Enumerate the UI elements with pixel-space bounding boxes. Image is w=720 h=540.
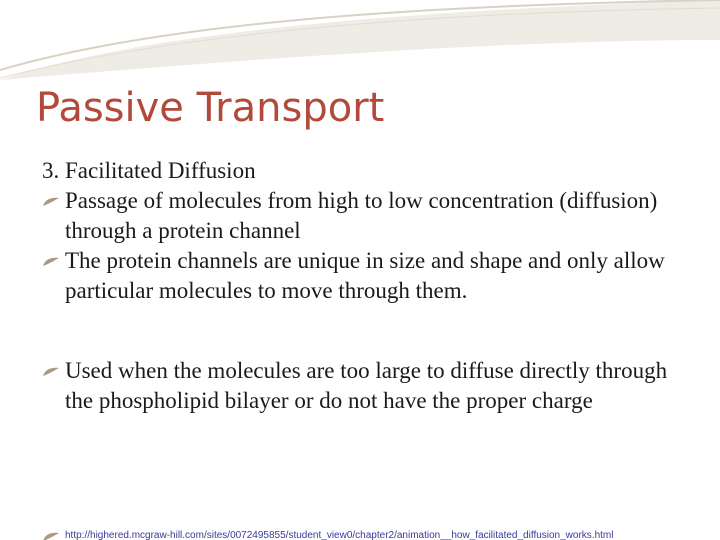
subheading: 3. Facilitated Diffusion bbox=[42, 158, 256, 183]
bullet-item bbox=[40, 186, 690, 246]
leaf-bullet-icon bbox=[42, 197, 60, 207]
decorative-swoosh bbox=[0, 0, 720, 80]
bullet-item bbox=[40, 246, 690, 306]
slide-content bbox=[40, 156, 690, 416]
bullet-text: The protein channels are unique in size and shape and only allow particular molecules to move through them. bbox=[65, 248, 665, 303]
bullet-text: Used when the molecules are too large to diffuse directly through the phospholipid bilayer or do not have the proper charge bbox=[65, 358, 668, 413]
animation-link[interactable]: http://highered.mcgraw-hill.com/sites/0072495855/student_view0/chapter2/animation__how_facilitated_diffusion_works.html bbox=[65, 530, 614, 540]
bullet-item bbox=[40, 356, 690, 416]
slide-title: Passive Transport bbox=[36, 85, 385, 131]
spacer bbox=[40, 306, 690, 356]
leaf-bullet-icon bbox=[42, 532, 60, 540]
link-bullet bbox=[40, 530, 720, 540]
leaf-bullet-icon bbox=[42, 257, 60, 267]
bullet-text: Passage of molecules from high to low concentration (diffusion) through a protein channel bbox=[65, 188, 658, 243]
leaf-bullet-icon bbox=[42, 367, 60, 377]
